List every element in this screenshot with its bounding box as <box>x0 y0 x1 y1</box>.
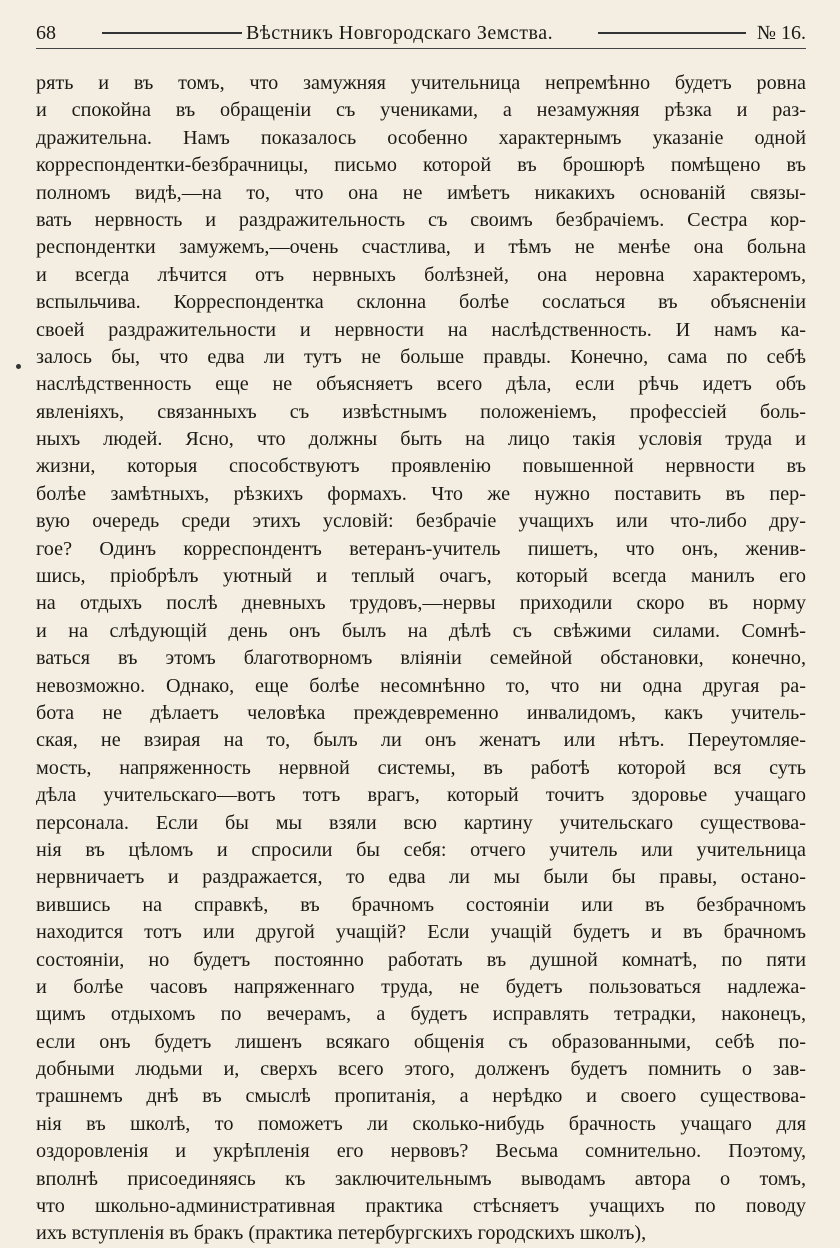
text-line: залось бы, что едва ли тутъ не больше правды. Конечно, сама по себѣ <box>36 345 806 368</box>
text-line: вать нервность и раздражительность съ своимъ безбрачіемъ. Сестра кор- <box>36 208 806 231</box>
text-line: полномъ видѣ,—на то, что она не имѣетъ никакихъ основаній связы- <box>36 181 806 204</box>
text-line: вившись на справкѣ, въ брачномъ состояніи или въ безбрачномъ <box>36 893 806 916</box>
text-line: на отдыхъ послѣ дневныхъ трудовъ,—нервы приходили скоро въ норму <box>36 592 806 615</box>
text-line: добными людьми и, сверхъ всего этого, долженъ будетъ помнить о зав- <box>36 1058 806 1081</box>
text-line: нія въ цѣломъ и спросили бы себя: отчего учитель или учительница <box>36 838 806 861</box>
text-line: что школьно-административная практика стѣсняетъ учащихъ по поводу <box>36 1195 806 1218</box>
text-line: ихъ вступленія въ бракъ (практика петербургскихъ городскихъ школъ), <box>36 1222 647 1245</box>
text-line: ская, не взирая на то, былъ ли онъ женатъ или нѣтъ. Переутомляе- <box>36 729 806 752</box>
body-text <box>36 70 806 1248</box>
text-line: рять и въ томъ, что замужняя учительница непремѣнно будетъ ровна <box>36 72 806 94</box>
text-line: болѣе замѣтныхъ, рѣзкихъ формахъ. Что же нужно поставить въ пер- <box>36 482 806 505</box>
text-line: вполнѣ присоединяясь къ заключительнымъ выводамъ автора о томъ, <box>36 1167 806 1190</box>
text-line: трашнемъ днѣ въ смыслѣ пропитанія, а нерѣдко и своего существова- <box>36 1085 806 1108</box>
text-line: наслѣдственность еще не объясняетъ всего дѣла, если рѣчь идетъ объ <box>36 373 806 396</box>
page-number: 68 <box>36 22 56 44</box>
text-line: бота не дѣлаетъ человѣка преждевременно инвалидомъ, какъ учитель- <box>36 701 806 724</box>
header-rule <box>102 32 242 34</box>
running-header <box>36 18 806 50</box>
text-line: находится тотъ или другой учащій? Если учащій будетъ и въ брачномъ <box>36 921 806 944</box>
text-line: если онъ будетъ лишенъ всякаго общенія съ образованными, себѣ по- <box>36 1030 806 1053</box>
text-line: и на слѣдующій день онъ былъ на дѣлѣ съ свѣжими силами. Сомнѣ- <box>36 619 806 642</box>
text-line: и спокойна въ обращеніи съ учениками, а незамужняя рѣзка и раз- <box>36 99 806 122</box>
text-line: невозможно. Однако, еще болѣе несомнѣнно то, что ни одна другая ра- <box>36 674 806 697</box>
issue-number: № 16. <box>756 22 806 44</box>
text-line: гое? Одинъ корреспондентъ ветеранъ-учитель пишетъ, что онъ, женив- <box>36 537 806 560</box>
text-line: и всегда лѣчится отъ нервныхъ болѣзней, она неровна характеромъ, <box>36 263 806 286</box>
header-rule <box>598 32 746 34</box>
text-line: нія въ школѣ, то поможетъ ли сколько-нибудь брачность учащаго для <box>36 1112 806 1135</box>
text-line: и болѣе часовъ напряженнаго труда, не будетъ пользоваться надлежа- <box>36 975 806 998</box>
text-line: жизни, которыя способствуютъ проявленію повышенной нервности въ <box>36 455 806 478</box>
text-line: респондентки замужемъ,—очень счастлива, и тѣмъ не менѣе она больна <box>36 236 806 259</box>
text-line: мость, напряженность нервной системы, въ работѣ которой вся суть <box>36 756 806 779</box>
text-line: персонала. Если бы мы взяли всю картину учительскаго существова- <box>36 811 806 834</box>
text-line: оздоровленія и укрѣпленія его нервовъ? Весьма сомнительно. Поэтому, <box>36 1140 806 1163</box>
header-divider <box>36 48 806 49</box>
margin-mark <box>16 364 21 369</box>
text-line: шись, пріобрѣлъ уютный и теплый очагъ, который всегда манилъ его <box>36 565 806 588</box>
text-line: щимъ отдыхомъ по вечерамъ, а будетъ исправлять тетрадки, наконецъ, <box>36 1003 806 1026</box>
text-line: вую очередь среди этихъ условій: безбрачіе учащихъ или что-либо дру- <box>36 510 806 533</box>
text-line: ваться въ этомъ благотворномъ вліяніи семейной обстановки, конечно, <box>36 647 806 670</box>
text-line: дѣла учительскаго—вотъ тотъ врагъ, который точитъ здоровье учащаго <box>36 784 806 807</box>
text-line: вспыльчива. Корреспондентка склонна болѣе сослаться въ объясненіи <box>36 291 806 314</box>
text-line: состояніи, но будетъ постоянно работать въ душной комнатѣ, по пяти <box>36 948 806 971</box>
text-line: нервничаетъ и раздражается, то едва ли мы были бы правы, остано- <box>36 866 806 889</box>
text-line: корреспондентки-безбрачницы, письмо которой въ брошюрѣ помѣщено въ <box>36 154 806 177</box>
journal-title: Вѣстникъ Новгородскаго Земства. <box>246 22 554 44</box>
text-line: явленіяхъ, связанныхъ съ извѣстнымъ положеніемъ, профессіей боль- <box>36 400 806 423</box>
text-line: своей раздражительности и нервности на наслѣдственность. И намъ ка- <box>36 318 806 341</box>
text-line: дражительна. Намъ показалось особенно характернымъ указаніе одной <box>36 126 806 149</box>
text-line: ныхъ людей. Ясно, что должны быть на лицо такія условія труда и <box>36 428 806 451</box>
